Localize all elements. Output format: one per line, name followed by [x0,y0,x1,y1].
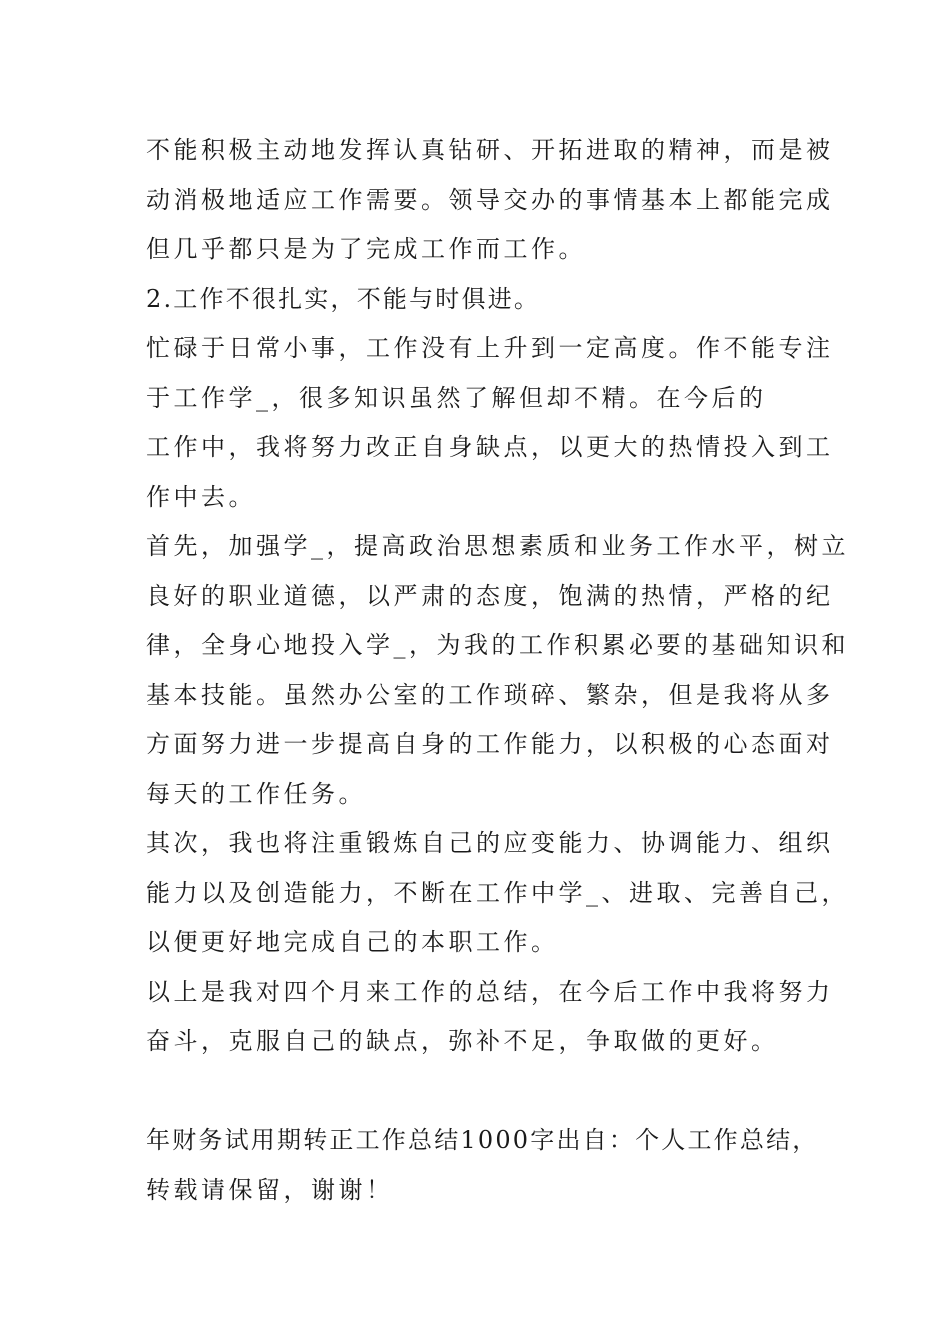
body-line: 忙碌于日常小事，工作没有上升到一定高度。作不能专注 [146,334,834,362]
paragraph-gap [146,1067,811,1117]
body-line: 于工作学_，很多知识虽然了解但却不精。在今后的 [146,383,767,412]
body-line: 以上是我对四个月来工作的总结，在今后工作中我将努力 [146,977,834,1006]
body-line: 动消极地适应工作需要。领导交办的事情基本上都能完成 [146,185,834,214]
body-line: 基本技能。虽然办公室的工作琐碎、繁杂，但是我将从多 [146,680,834,709]
footer-line: 年财务试用期转正工作总结1000字出自：个人工作总结， [146,1126,819,1154]
document-body [146,126,849,1215]
body-line: 奋斗，克服自己的缺点，弥补不足，争取做的更好。 [146,1027,779,1055]
body-line: 不能积极主动地发挥认真钻研、开拓进取的精神，而是被 [146,136,834,164]
body-line: 能力以及创造能力，不断在工作中学_、进取、完善自己， [146,878,849,907]
body-line: 良好的职业道德，以严肃的态度，饱满的热情，严格的纪 [146,581,834,610]
body-line: 方面努力进一步提高自身的工作能力，以积极的心态面对 [146,730,834,758]
body-line: 作中去。 [146,482,256,511]
body-line: 工作中，我将努力改正自身缺点，以更大的热情投入到工 [146,433,834,461]
body-line: 以便更好地完成自己的本职工作。 [146,928,559,956]
body-line: 其次，我也将注重锻炼自己的应变能力、协调能力、组织 [146,829,834,857]
footer-line: 转载请保留，谢谢！ [146,1175,394,1204]
section-heading-line: 2.工作不很扎实，不能与时俱进。 [146,284,541,313]
body-line: 律，全身心地投入学_，为我的工作积累必要的基础知识和 [146,631,849,659]
body-line: 每天的工作任务。 [146,779,366,808]
body-line: 首先，加强学_，提高政治思想素质和业务工作水平，树立 [146,532,849,560]
body-line: 但几乎都只是为了完成工作而工作。 [146,235,586,263]
